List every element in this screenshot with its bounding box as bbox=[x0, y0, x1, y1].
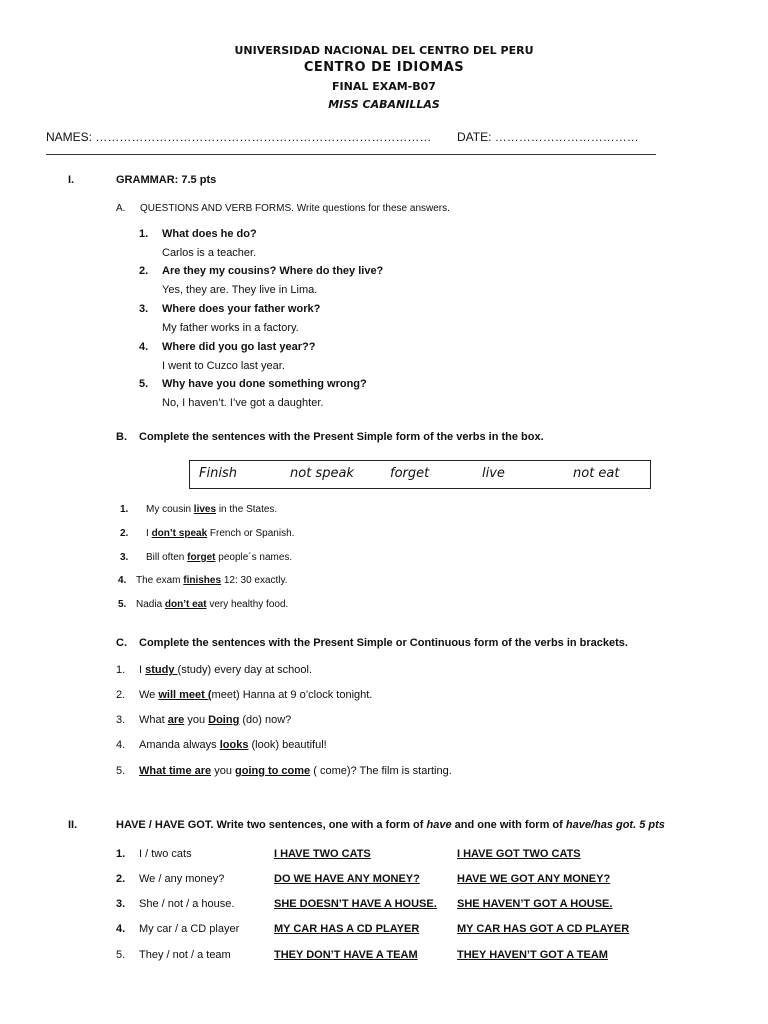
sentence-text: I bbox=[139, 664, 146, 676]
section-2-title-part: have bbox=[426, 819, 452, 831]
have-answer: I HAVE TWO CATS bbox=[274, 848, 371, 860]
section-2-number: II. bbox=[68, 819, 78, 831]
sentence-text: The exam bbox=[136, 575, 184, 586]
have-answer: SHE DOESN’T HAVE A HOUSE. bbox=[274, 898, 437, 910]
item-number: 1. bbox=[116, 848, 126, 860]
question-number: 4. bbox=[139, 341, 149, 353]
sentence-text: I bbox=[146, 528, 152, 539]
part-b-letter: B. bbox=[116, 431, 127, 443]
sentence-line bbox=[139, 765, 452, 777]
sentence-line bbox=[136, 599, 288, 610]
item-prompt: They / not / a team bbox=[139, 949, 231, 961]
verb-box-word: not eat bbox=[573, 466, 620, 481]
have-answer: THEY DON’T HAVE A TEAM bbox=[274, 949, 418, 961]
question-text: Where did you go last year?? bbox=[162, 341, 316, 353]
verb-box bbox=[189, 460, 651, 489]
sentence-text: ( come)? The film is starting. bbox=[310, 765, 452, 777]
sentence-line bbox=[139, 714, 291, 726]
answer-text: going to come bbox=[235, 765, 311, 777]
sentence-line bbox=[136, 575, 288, 586]
answer-text: forget bbox=[187, 552, 216, 563]
answer-text: Yes, they are. They live in Lima. bbox=[162, 284, 318, 296]
answer-text: don’t eat bbox=[164, 599, 207, 610]
verb-box-word: not speak bbox=[290, 466, 354, 481]
sentence-line bbox=[139, 689, 372, 701]
sentence-text: What bbox=[139, 714, 168, 726]
question-number: 1. bbox=[139, 228, 149, 240]
part-a-letter: A. bbox=[116, 203, 126, 214]
sentence-text: 12: 30 exactly. bbox=[221, 575, 288, 586]
answer-text: study bbox=[145, 664, 178, 676]
question-number: 5. bbox=[139, 378, 149, 390]
verb-box-word: forget bbox=[390, 466, 430, 481]
section-2-title-part: have/has got. 5 pts bbox=[565, 819, 665, 831]
sentence-text: you bbox=[184, 714, 209, 726]
sentence-number: 3. bbox=[116, 714, 126, 726]
answer-text: I went to Cuzco last year. bbox=[162, 360, 285, 372]
item-number: 5. bbox=[116, 949, 126, 961]
sentence-number: 2. bbox=[120, 528, 129, 539]
sentence-text: We bbox=[139, 689, 159, 701]
sentence-number: 5. bbox=[116, 765, 126, 777]
section-2-title-part: HAVE / HAVE GOT. Write two sentences, one with a form of bbox=[116, 819, 427, 831]
date-field: DATE: ……………………………… bbox=[457, 130, 639, 144]
answer-text: don’t speak bbox=[151, 528, 208, 539]
question-text: Are they my cousins? Where do they live? bbox=[162, 265, 384, 277]
sentence-number: 2. bbox=[116, 689, 126, 701]
part-c-instruction: Complete the sentences with the Present Simple or Continuous form of the verbs in brackets. bbox=[139, 637, 628, 649]
answer-text: will meet ( bbox=[158, 689, 212, 701]
sentence-text: (do) now? bbox=[239, 714, 292, 726]
sentence-text: Bill often bbox=[146, 552, 188, 563]
sentence-text: in the States. bbox=[216, 504, 278, 515]
item-prompt: My car / a CD player bbox=[139, 923, 240, 935]
answer-text: looks bbox=[219, 739, 249, 751]
answer-text: Doing bbox=[208, 714, 240, 726]
item-number: 2. bbox=[116, 873, 126, 885]
answer-text: Carlos is a teacher. bbox=[162, 247, 257, 259]
sentence-line bbox=[139, 664, 312, 676]
question-number: 2. bbox=[139, 265, 149, 277]
have-got-answer: SHE HAVEN’T GOT A HOUSE. bbox=[457, 898, 613, 910]
part-b-instruction: Complete the sentences with the Present Simple form of the verbs in the box. bbox=[139, 431, 544, 443]
sentence-text: people´s names. bbox=[215, 552, 293, 563]
sentence-number: 5. bbox=[118, 599, 127, 610]
answer-text: No, I haven’t. I’ve got a daughter. bbox=[162, 397, 324, 409]
sentence-number: 4. bbox=[118, 575, 127, 586]
section-1-number: I. bbox=[68, 174, 75, 186]
verb-box-word: live bbox=[482, 466, 505, 481]
center-title: CENTRO DE IDIOMAS bbox=[303, 60, 465, 75]
answer-text: lives bbox=[193, 504, 217, 515]
part-c-letter: C. bbox=[116, 637, 127, 649]
sentence-text: (look) beautiful! bbox=[248, 739, 327, 751]
university-title: UNIVERSIDAD NACIONAL DEL CENTRO DEL PERU bbox=[234, 44, 534, 57]
question-text: Why have you done something wrong? bbox=[162, 378, 367, 390]
names-field: NAMES: ………………………………………………………………………… bbox=[46, 130, 432, 144]
sentence-number: 1. bbox=[120, 504, 129, 515]
have-answer: DO WE HAVE ANY MONEY? bbox=[274, 873, 420, 885]
header-divider bbox=[46, 154, 656, 155]
verb-box-word: Finish bbox=[199, 466, 237, 481]
sentence-number: 4. bbox=[116, 739, 126, 751]
section-2-title-part: and one with form of bbox=[451, 819, 566, 831]
have-answer: MY CAR HAS A CD PLAYER bbox=[274, 923, 420, 935]
sentence-number: 3. bbox=[120, 552, 129, 563]
sentence-text: French or Spanish. bbox=[207, 528, 295, 539]
answer-text: My father works in a factory. bbox=[162, 322, 299, 334]
sentence-text: Amanda always bbox=[139, 739, 220, 751]
part-a-instruction: QUESTIONS AND VERB FORMS. Write questions for these answers. bbox=[140, 203, 450, 214]
have-got-answer: THEY HAVEN’T GOT A TEAM bbox=[457, 949, 608, 961]
section-2-title bbox=[116, 819, 665, 831]
sentence-line bbox=[146, 552, 292, 563]
answer-text: are bbox=[167, 714, 185, 726]
exam-title: FINAL EXAM-B07 bbox=[332, 80, 436, 93]
item-prompt: We / any money? bbox=[139, 873, 225, 885]
sentence-text: very healthy food. bbox=[206, 599, 289, 610]
answer-text: finishes bbox=[183, 575, 222, 586]
teacher-name: MISS CABANILLAS bbox=[328, 98, 440, 111]
question-text: Where does your father work? bbox=[162, 303, 321, 315]
sentence-line bbox=[146, 528, 294, 539]
sentence-number: 1. bbox=[116, 664, 126, 676]
have-got-answer: MY CAR HAS GOT A CD PLAYER bbox=[457, 923, 630, 935]
sentence-text: Nadia bbox=[136, 599, 165, 610]
sentence-line bbox=[146, 504, 277, 515]
item-prompt: She / not / a house. bbox=[139, 898, 235, 910]
item-number: 3. bbox=[116, 898, 126, 910]
sentence-line bbox=[139, 739, 327, 751]
have-got-answer: I HAVE GOT TWO CATS bbox=[457, 848, 581, 860]
sentence-text: you bbox=[211, 765, 235, 777]
question-text: What does he do? bbox=[162, 228, 257, 240]
item-prompt: I / two cats bbox=[139, 848, 192, 860]
sentence-text: meet) Hanna at 9 o’clock tonight. bbox=[211, 689, 373, 701]
item-number: 4. bbox=[116, 923, 126, 935]
section-1-title: GRAMMAR: 7.5 pts bbox=[116, 174, 217, 186]
sentence-text: (study) every day at school. bbox=[177, 664, 313, 676]
question-number: 3. bbox=[139, 303, 149, 315]
have-got-answer: HAVE WE GOT ANY MONEY? bbox=[457, 873, 611, 885]
answer-text: What time are bbox=[139, 765, 212, 777]
sentence-text: My cousin bbox=[146, 504, 194, 515]
